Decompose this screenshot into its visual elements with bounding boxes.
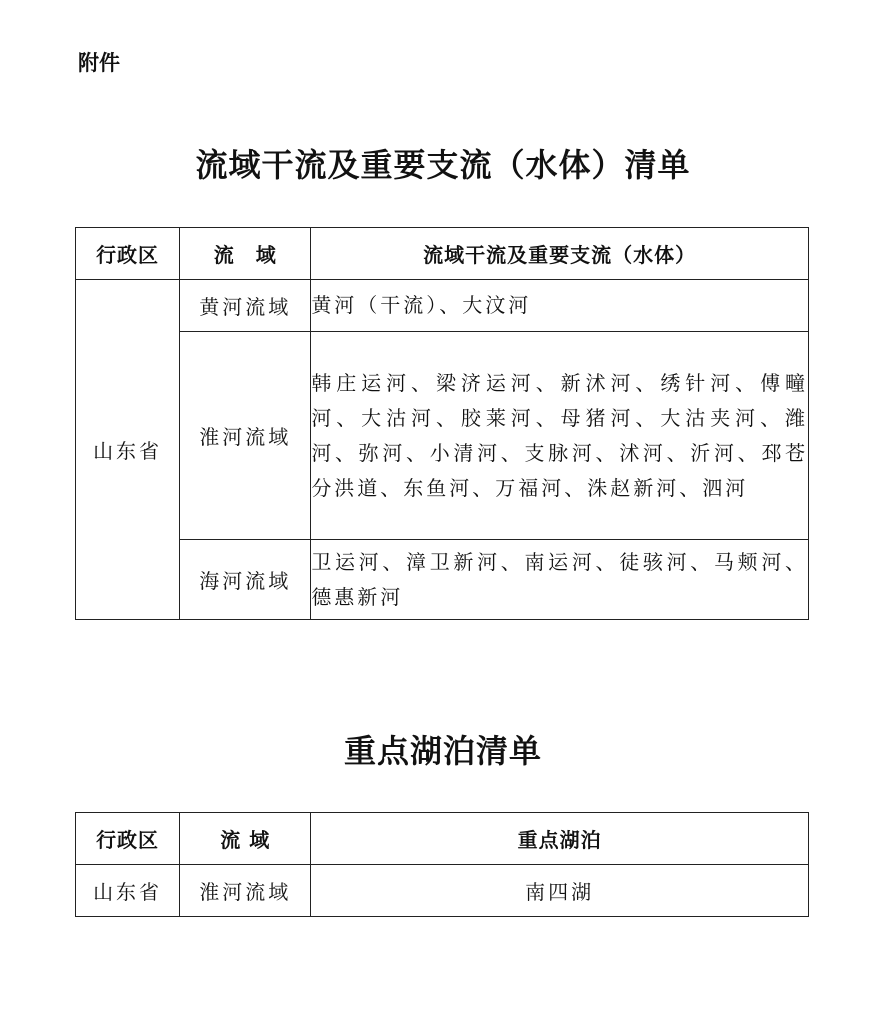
cell-basin: 淮河流域: [180, 332, 311, 540]
cell-basin: 黄河流域: [180, 280, 311, 332]
cell-basin: 淮河流域: [180, 865, 311, 917]
cell-water-bodies: 卫运河、漳卫新河、南运河、徒骇河、马颊河、德惠新河: [311, 540, 809, 620]
header-water-body: 流域干流及重要支流（水体）: [311, 228, 809, 280]
cell-province: 山东省: [76, 280, 180, 620]
cell-lake: 南四湖: [311, 865, 809, 917]
header-admin-region: 行政区: [76, 228, 180, 280]
header-admin-region: 行政区: [76, 813, 180, 865]
lake-list-table: [75, 812, 809, 917]
table-row: [76, 332, 809, 540]
table-row: [76, 540, 809, 620]
header-key-lake: 重点湖泊: [311, 813, 809, 865]
cell-water-bodies: 黄河（干流）、大汶河: [311, 280, 809, 332]
attachment-label: 附件: [78, 51, 120, 75]
table-row: [76, 280, 809, 332]
table-header-row: [76, 228, 809, 280]
table-row: [76, 865, 809, 917]
cell-water-bodies: 韩庄运河、梁济运河、新沭河、绣针河、傅疃河、大沽河、胶莱河、母猪河、大沽夹河、潍河、弥河、小清河、支脉河、沭河、沂河、邳苍分洪道、东鱼河、万福河、洙赵新河、泗河: [311, 332, 809, 540]
river-list-table: [75, 227, 809, 620]
cell-province: 山东省: [76, 865, 180, 917]
cell-basin: 海河流域: [180, 540, 311, 620]
table-header-row: [76, 813, 809, 865]
river-list-title: 流域干流及重要支流（水体）清单: [195, 146, 691, 184]
header-basin: 流 域: [180, 228, 311, 280]
lake-list-title: 重点湖泊清单: [343, 732, 542, 770]
header-basin: 流 域: [180, 813, 311, 865]
